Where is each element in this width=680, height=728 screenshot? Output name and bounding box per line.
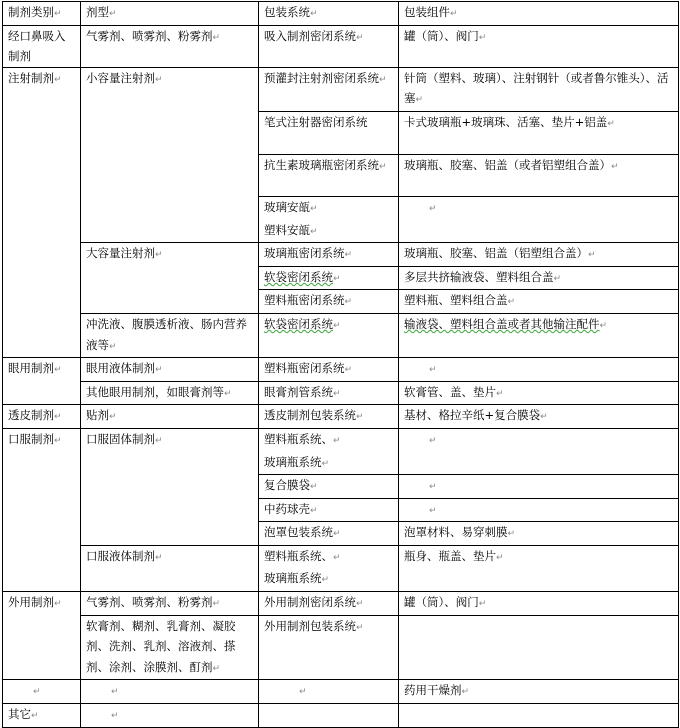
- table-row: [3, 704, 679, 728]
- packaging-system-cell: 玻璃瓶密闭系统↵: [259, 243, 399, 267]
- packaging-system-cell: 透皮制剂包装系统↵: [259, 405, 399, 429]
- dosage-form-cell: ↵: [81, 704, 259, 728]
- packaging-system-cell: 外用制剂包装系统↵: [259, 615, 399, 680]
- dosage-form-cell: 眼用液体制剂↵: [81, 358, 259, 382]
- category-cell: 透皮制剂↵: [3, 405, 81, 429]
- dosage-form-cell: 气雾剂、喷雾剂、粉雾剂↵: [81, 25, 259, 67]
- packaging-system-cell: 复合膜袋↵: [259, 475, 399, 499]
- components-cell: 输液袋、塑料组合盖或者其他输注配件↵: [399, 313, 679, 357]
- components-cell: 玻璃瓶、胶塞、铝盖（或者铝塑组合盖）↵: [399, 154, 679, 196]
- components-cell: 塑料瓶、塑料组合盖↵: [399, 290, 679, 314]
- components-cell: 多层共挤输液袋、塑料组合盖↵: [399, 266, 679, 290]
- packaging-system-cell: 塑料瓶密闭系统↵: [259, 290, 399, 314]
- dosage-form-cell: 软膏剂、糊剂、乳膏剂、凝胶剂、洗剂、乳剂、溶液剂、搽剂、涂剂、涂膜剂、酊剂↵: [81, 615, 259, 680]
- table-row: [3, 405, 679, 429]
- table-row: [3, 680, 679, 704]
- packaging-system-cell: 中药球壳↵: [259, 498, 399, 522]
- packaging-system-cell: 塑料瓶系统、↵ 玻璃瓶系统↵: [259, 428, 399, 474]
- category-cell: 注射制剂↵: [3, 67, 81, 357]
- dosage-form-cell: 大容量注射剂↵: [81, 243, 259, 314]
- dosage-form-cell: 贴剂↵: [81, 405, 259, 429]
- packaging-system-cell: 抗生素玻璃瓶密闭系统↵: [259, 154, 399, 196]
- components-cell: 卡式玻璃瓶+玻璃珠、活塞、垫片+铝盖↵: [399, 111, 679, 154]
- table-row: [3, 313, 679, 357]
- components-cell: 针筒（塑料、玻璃）、注射钢针（或者鲁尔锥头）、活塞↵: [399, 67, 679, 111]
- components-cell: ↵: [399, 475, 679, 499]
- table-row: [3, 428, 679, 474]
- packaging-system-cell: ↵: [259, 680, 399, 704]
- category-cell: 经口鼻吸入制剂: [3, 25, 81, 67]
- components-cell: 软膏管、盖、垫片↵: [399, 381, 679, 405]
- category-cell: ↵: [3, 680, 81, 704]
- table-row: [3, 592, 679, 616]
- dosage-form-cell: 口服液体制剂↵: [81, 545, 259, 591]
- components-cell: ↵: [399, 358, 679, 382]
- dosage-form-cell: 冲洗液、腹膜透析液、肠内营养液等↵: [81, 313, 259, 357]
- table-row: [3, 358, 679, 382]
- table-row: [3, 25, 679, 67]
- packaging-system-cell: 塑料瓶密闭系统↵: [259, 358, 399, 382]
- dosage-form-cell: 口服固体制剂↵: [81, 428, 259, 545]
- components-cell: 罐（筒）、阀门↵: [399, 592, 679, 616]
- components-cell: 药用干燥剂↵: [399, 680, 679, 704]
- components-cell: [399, 615, 679, 680]
- dosage-form-cell: 其他眼用制剂，如眼膏剂等↵: [81, 381, 259, 405]
- components-cell: ↵: [399, 428, 679, 474]
- dosage-form-cell: ↵: [81, 680, 259, 704]
- packaging-system-cell: 外用制剂密闭系统↵: [259, 592, 399, 616]
- table-header-row: [3, 2, 679, 26]
- table-row: [3, 67, 679, 111]
- packaging-system-cell: [259, 704, 399, 728]
- dosage-form-cell: 小容量注射剂↵: [81, 67, 259, 242]
- table-row: [3, 615, 679, 680]
- packaging-system-cell: 眼膏剂管系统↵: [259, 381, 399, 405]
- category-cell: 其它↵: [3, 704, 81, 728]
- header-components: 包装组件↵: [399, 2, 679, 26]
- components-cell: 基材、格拉辛纸+复合膜袋↵: [399, 405, 679, 429]
- category-cell: 外用制剂↵: [3, 592, 81, 680]
- table-row: [3, 545, 679, 591]
- components-cell: 瓶身、瓶盖、垫片↵: [399, 545, 679, 591]
- table-row: [3, 243, 679, 267]
- components-cell: 玻璃瓶、胶塞、铝盖（铝塑组合盖）↵: [399, 243, 679, 267]
- components-cell: [399, 704, 679, 728]
- dosage-form-cell: 气雾剂、喷雾剂、粉雾剂↵: [81, 592, 259, 616]
- components-cell: ↵: [399, 498, 679, 522]
- header-dosage-form: 剂型↵: [81, 2, 259, 26]
- packaging-table: [2, 1, 679, 728]
- header-category: 制剂类别↵: [3, 2, 81, 26]
- packaging-system-cell: 泡罩包装系统↵: [259, 522, 399, 546]
- category-cell: 眼用制剂↵: [3, 358, 81, 405]
- packaging-system-cell: 软袋密闭系统↵: [259, 313, 399, 357]
- packaging-system-cell: 玻璃安瓿↵ 塑料安瓿↵: [259, 196, 399, 242]
- table-row: [3, 381, 679, 405]
- packaging-system-cell: 吸入制剂密闭系统↵: [259, 25, 399, 67]
- components-cell: 罐（筒）、阀门↵: [399, 25, 679, 67]
- packaging-system-cell: 笔式注射器密闭系统: [259, 111, 399, 154]
- packaging-system-cell: 塑料瓶系统、↵ 玻璃瓶系统↵: [259, 545, 399, 591]
- components-cell: ↵: [399, 196, 679, 242]
- packaging-system-cell: 预灌封注射剂密闭系统↵: [259, 67, 399, 111]
- components-cell: 泡罩材料、易穿刺膜↵: [399, 522, 679, 546]
- category-cell: 口服制剂↵: [3, 428, 81, 591]
- header-packaging-system: 包装系统↵: [259, 2, 399, 26]
- packaging-system-cell: 软袋密闭系统↵: [259, 266, 399, 290]
